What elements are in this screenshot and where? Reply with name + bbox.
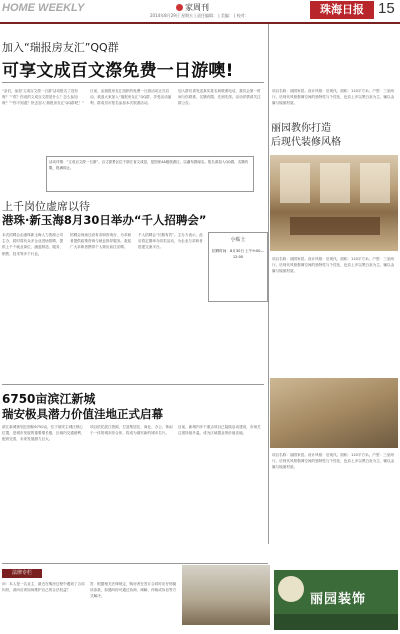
- divider: [2, 82, 264, 83]
- room-photo: [270, 378, 398, 448]
- side-body: 项目名称：丽园家居。设计风格：后现代。面积：120平方米。户型：三室两厅。后现代风格强调空间的独特性与个性化，色彩上多以黑白灰为主，辅以金属与镜面材质。: [272, 257, 395, 274]
- job-column-3: 千人招聘会“长期有效”。主办方表示，此后将定期举办同类活动，为企业与求职者搭建交流平台。: [138, 233, 203, 250]
- divider: [2, 563, 268, 564]
- tips-body: 招聘时间：8月30日 上午9:00—12:00: [212, 249, 265, 259]
- section-logo: [176, 2, 209, 13]
- lead-column-1: “亲们，参加‘文成百文漈一日游’活动报名了没有呀？”“诶？你说的文成百文漈是什么？怎么参加呀？”“你不知道？快去加入‘瑞报房友汇’QQ群吧！”: [2, 89, 84, 106]
- side-title-line-2: 后现代装修风格: [271, 137, 341, 148]
- ad-brand-name: 丽园装饰: [310, 592, 367, 607]
- bottom-column-2: 答：根据相关法律规定，购房者在签订合同时应仔细阅读条款，如遇纠纷可通过协商、调解、仲裁或诉讼等方式解决。: [90, 582, 177, 599]
- side-title-line-1: 丽园教你打造: [271, 123, 331, 134]
- lead-kicker: 加入“瑞报房友汇”QQ群: [2, 41, 119, 54]
- house-icon: [176, 4, 183, 11]
- lead-headline: 可享文成百文漈免费一日游噢!: [2, 61, 234, 81]
- third-headline-1: 6750亩滨江新城: [2, 392, 96, 406]
- third-column-3: 目前，新城内多个重点项目已陆续启动建设，市场关注度持续升温，成为区域置业的价值洼地。: [178, 425, 261, 436]
- brand-wordmark: HOME WEEKLY: [2, 2, 85, 14]
- third-column-1: 滨江新城规划总面积6750亩，位于瑞安主城区核心位置，是城市发展的重要增长极，区域内交通便利，配套完善，未来发展潜力巨大。: [2, 425, 85, 442]
- third-column-2: 项目依托滨江资源，打造集居住、商业、办公、休闲于一体的城市综合体，将成为瑞安新的城市名片。: [90, 425, 173, 436]
- ad-logo: [278, 576, 304, 602]
- side-story-title: [271, 122, 341, 150]
- masthead: 珠海日报: [310, 1, 374, 19]
- tips-box: [208, 232, 268, 302]
- lead-column-3: 加入群后请发送真实姓名和联系电话，我们会第一时间与你联系，名额有限，先到先得。活动详情请关注群公告。: [178, 89, 261, 106]
- bottom-column-1: 问：本人是一名业主，最近在购房过程中遇到了合同纠纷，请问应该如何维护自己的合法权益？: [2, 582, 85, 593]
- interior-photo: [270, 155, 398, 251]
- tips-title: 小贴士: [230, 237, 246, 243]
- column-divider: [268, 24, 269, 544]
- page-number: 15: [378, 0, 395, 17]
- dateline: 2014年8月29日 星期五 | 责任编辑： | 美编： | 校对：: [150, 13, 249, 18]
- bottom-photo: [182, 565, 270, 625]
- job-column-1: 本次招聘会由港珠新玉海人力资源公司主办，届时将有众多企业进场招聘，提供上千个就业岗位，涵盖制造、服务、销售、技术等多个行业。: [2, 233, 64, 256]
- lead-column-2: 日前，由瑞报房友汇组织的免费一日游活动正式启动，欢迎大家加入“瑞报房友汇”QQ群，享受活动福利，群成员可报名参加本次旅游活动。: [90, 89, 172, 106]
- side-intro: 项目名称：丽园家居。设计风格：后现代。面积：120平方米。户型：三室两厅。后现代风格强调空间的独特性与个性化，色彩上多以黑白灰为主，辅以金属与镜面材质。: [272, 89, 395, 106]
- side-body-2: 项目名称：丽园家居。设计风格：后现代。面积：120平方米。户型：三室两厅。后现代风格强调空间的独特性与个性化，色彩上多以黑白灰为主，辅以金属与镜面材质。: [272, 453, 395, 470]
- ad-stripe: [274, 614, 398, 630]
- column-tag: 法律专栏: [2, 569, 42, 578]
- page-header: [0, 0, 400, 24]
- job-column-2: 招聘会现场还设有求职咨询台，为求职者提供政策咨询与就业指导服务。欢迎广大求职者携带个人简历前往应聘。: [70, 233, 132, 250]
- job-fair-kicker: 上千岗位虚席以待: [2, 200, 90, 213]
- lead-summary-box: 活动详情：“文成百文漈一日游”。百丈漈景区位于浙江省文成县，是国家4A级旅游区，以瀑布群闻名。报名请加入QQ群，名额有限，报满即止。: [46, 156, 254, 192]
- section-label: 家周刊: [185, 3, 209, 12]
- ad-banner[interactable]: [274, 570, 398, 630]
- third-headline-2: 瑞安极具潜力价值洼地正式启幕: [2, 407, 163, 421]
- divider: [2, 384, 264, 385]
- job-fair-headline: 港珠·新玉海8月30日举办“千人招聘会”: [2, 213, 207, 227]
